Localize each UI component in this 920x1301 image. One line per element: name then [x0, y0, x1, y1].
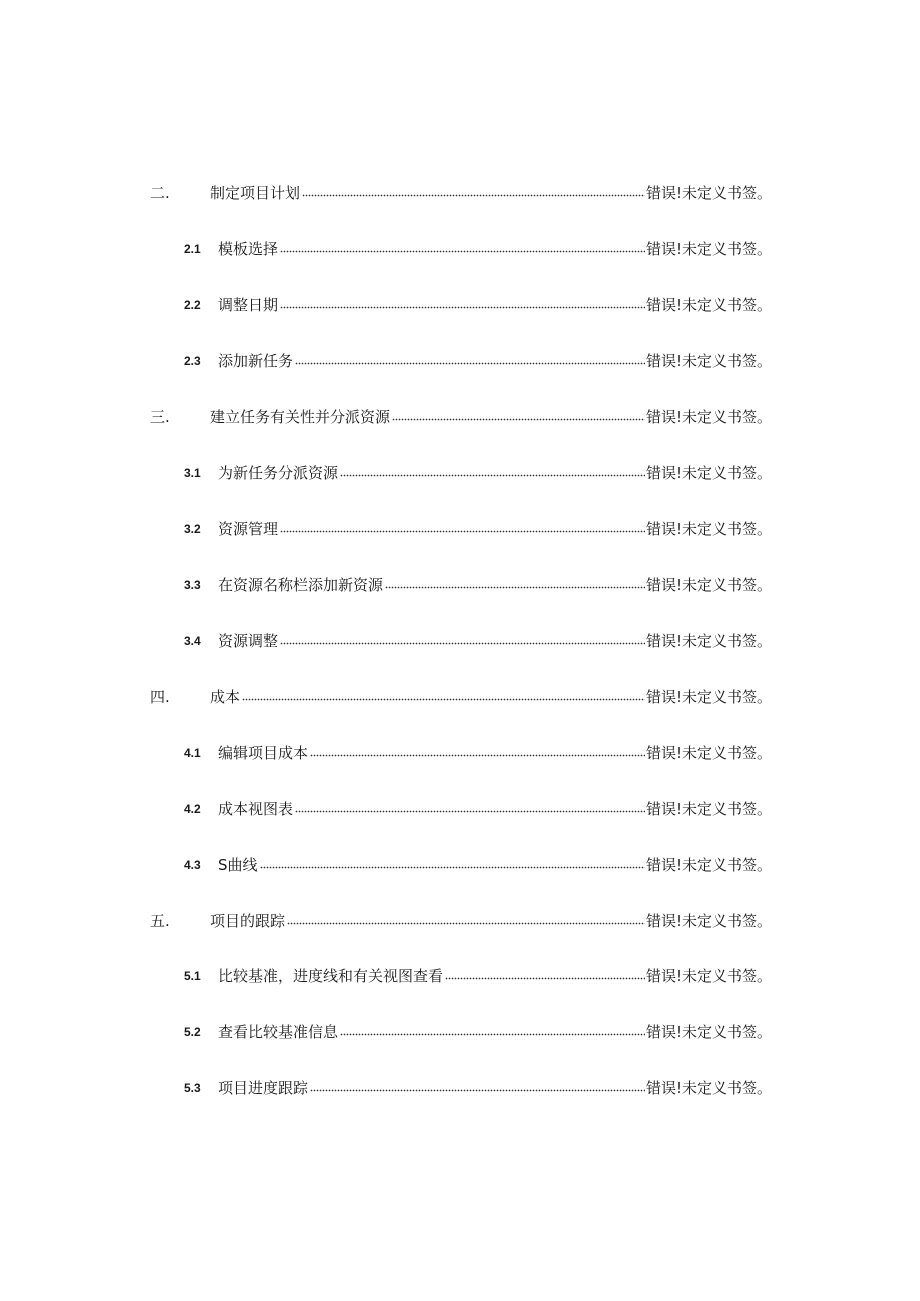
toc-entry-title-lead [210, 909, 645, 933]
dot-leader [310, 1087, 645, 1094]
toc-entry-page-ref: 错误!未定义书签。 [646, 184, 773, 202]
toc-entry-page-ref: 错误!未定义书签。 [646, 856, 773, 874]
toc-entry-5-3[interactable] [0, 1076, 920, 1100]
toc-entry-title-lead [218, 461, 645, 485]
toc-entry-title-lead [218, 629, 645, 653]
toc-entry-number: 2.1 [184, 242, 201, 256]
toc-entry-title-lead [210, 181, 645, 205]
toc-entry-title[interactable]: 查看比较基准信息 [218, 1023, 339, 1041]
dot-leader [280, 304, 645, 311]
toc-entry-title-lead [218, 741, 645, 765]
toc-entry-title[interactable]: 项目的跟踪 [210, 912, 286, 930]
dot-leader [340, 472, 645, 479]
toc-entry-title[interactable]: 成本视图表 [218, 800, 294, 818]
toc-entry-number: 5.1 [184, 969, 201, 983]
toc-entry-title[interactable]: 制定项目计划 [210, 184, 301, 202]
toc-entry-title-lead [218, 573, 645, 597]
dot-leader [280, 640, 645, 647]
toc-entry-title[interactable]: 资源管理 [218, 520, 279, 538]
toc-entry-title[interactable]: 调整日期 [218, 296, 279, 314]
toc-entry-page-ref: 错误!未定义书签。 [646, 967, 773, 985]
toc-entry-number: 5.3 [184, 1081, 201, 1095]
toc-entry-title[interactable]: 比较基准，进度线和有关视图查看 [218, 967, 444, 985]
toc-entry-title-lead [218, 797, 645, 821]
toc-entry-number: 三. [150, 408, 170, 426]
toc-entry-title-lead [218, 293, 645, 317]
dot-leader [385, 584, 645, 591]
toc-entry-title[interactable]: 项目进度跟踪 [218, 1079, 309, 1097]
toc-entry-title[interactable]: 在资源名称栏添加新资源 [218, 576, 384, 594]
toc-entry-number: 3.2 [184, 522, 201, 536]
toc-entry-2-3[interactable] [0, 349, 920, 373]
toc-entry-3-4[interactable] [0, 629, 920, 653]
toc-entry-4-2[interactable] [0, 797, 920, 821]
toc-entry-number: 五. [150, 912, 170, 930]
toc-entry-page-ref: 错误!未定义书签。 [646, 1079, 773, 1097]
toc-entry-page-ref: 错误!未定义书签。 [646, 744, 773, 762]
toc-entry-title-lead [210, 405, 645, 429]
toc-entry-title-lead [218, 853, 645, 877]
toc-entry-5-1[interactable] [0, 964, 920, 988]
toc-entry-number: 二. [150, 184, 170, 202]
toc-entry-title-lead [210, 685, 645, 709]
toc-entry-number: 四. [150, 688, 170, 706]
toc-entry-title[interactable]: 资源调整 [218, 632, 279, 650]
toc-entry-number: 4.1 [184, 746, 201, 760]
toc-entry-page-ref: 错误!未定义书签。 [646, 464, 773, 482]
dot-leader [392, 416, 645, 423]
dot-leader [260, 864, 645, 871]
toc-entry-title-lead [218, 964, 645, 988]
dot-leader [310, 752, 645, 759]
toc-entry-title[interactable]: 建立任务有关性并分派资源 [210, 408, 391, 426]
toc-entry-number: 3.4 [184, 634, 201, 648]
toc-entry-number: 2.2 [184, 298, 201, 312]
dot-leader [295, 808, 645, 815]
toc-entry-page-ref: 错误!未定义书签。 [646, 800, 773, 818]
toc-entry-page-ref: 错误!未定义书签。 [646, 408, 773, 426]
toc-entry-number: 3.3 [184, 578, 201, 592]
dot-leader [280, 248, 645, 255]
dot-leader [280, 528, 645, 535]
toc-entry-2-2[interactable] [0, 293, 920, 317]
toc-entry-page-ref: 错误!未定义书签。 [646, 352, 773, 370]
toc-entry-5[interactable] [0, 909, 920, 933]
toc-entry-number: 4.2 [184, 802, 201, 816]
toc-entry-page-ref: 错误!未定义书签。 [646, 1023, 773, 1041]
toc-entry-page-ref: 错误!未定义书签。 [646, 240, 773, 258]
toc-entry-4[interactable] [0, 685, 920, 709]
toc-entry-page-ref: 错误!未定义书签。 [646, 576, 773, 594]
toc-entry-title[interactable]: 为新任务分派资源 [218, 464, 339, 482]
toc-entry-2-1[interactable] [0, 237, 920, 261]
toc-entry-title[interactable]: 编辑项目成本 [218, 744, 309, 762]
toc-entry-number: 5.2 [184, 1025, 201, 1039]
toc-entry-5-2[interactable] [0, 1020, 920, 1044]
toc-entry-2[interactable] [0, 181, 920, 205]
dot-leader [287, 920, 645, 927]
toc-entry-title[interactable]: 添加新任务 [218, 352, 294, 370]
toc-entry-title[interactable]: S曲线 [218, 856, 258, 874]
toc-entry-4-3[interactable] [0, 853, 920, 877]
dot-leader [242, 696, 645, 703]
dot-leader [295, 360, 645, 367]
dot-leader [302, 192, 645, 199]
toc-entry-number: 3.1 [184, 466, 201, 480]
toc-entry-page-ref: 错误!未定义书签。 [646, 296, 773, 314]
toc-entry-title[interactable]: 成本 [210, 688, 241, 706]
toc-entry-3[interactable] [0, 405, 920, 429]
toc-entry-3-1[interactable] [0, 461, 920, 485]
toc-entry-page-ref: 错误!未定义书签。 [646, 632, 773, 650]
toc-entry-title-lead [218, 349, 645, 373]
toc-entry-title-lead [218, 1076, 645, 1100]
toc-entry-number: 2.3 [184, 354, 201, 368]
toc-entry-3-2[interactable] [0, 517, 920, 541]
toc-entry-number: 4.3 [184, 858, 201, 872]
dot-leader [445, 975, 645, 982]
toc-entry-page-ref: 错误!未定义书签。 [646, 688, 773, 706]
toc-entry-title[interactable]: 模板选择 [218, 240, 279, 258]
toc-entry-page-ref: 错误!未定义书签。 [646, 520, 773, 538]
toc-entry-title-lead [218, 237, 645, 261]
toc-entry-title-lead [218, 1020, 645, 1044]
toc-entry-4-1[interactable] [0, 741, 920, 765]
toc-entry-3-3[interactable] [0, 573, 920, 597]
toc-entry-title-lead [218, 517, 645, 541]
dot-leader [340, 1031, 645, 1038]
toc-entry-page-ref: 错误!未定义书签。 [646, 912, 773, 930]
